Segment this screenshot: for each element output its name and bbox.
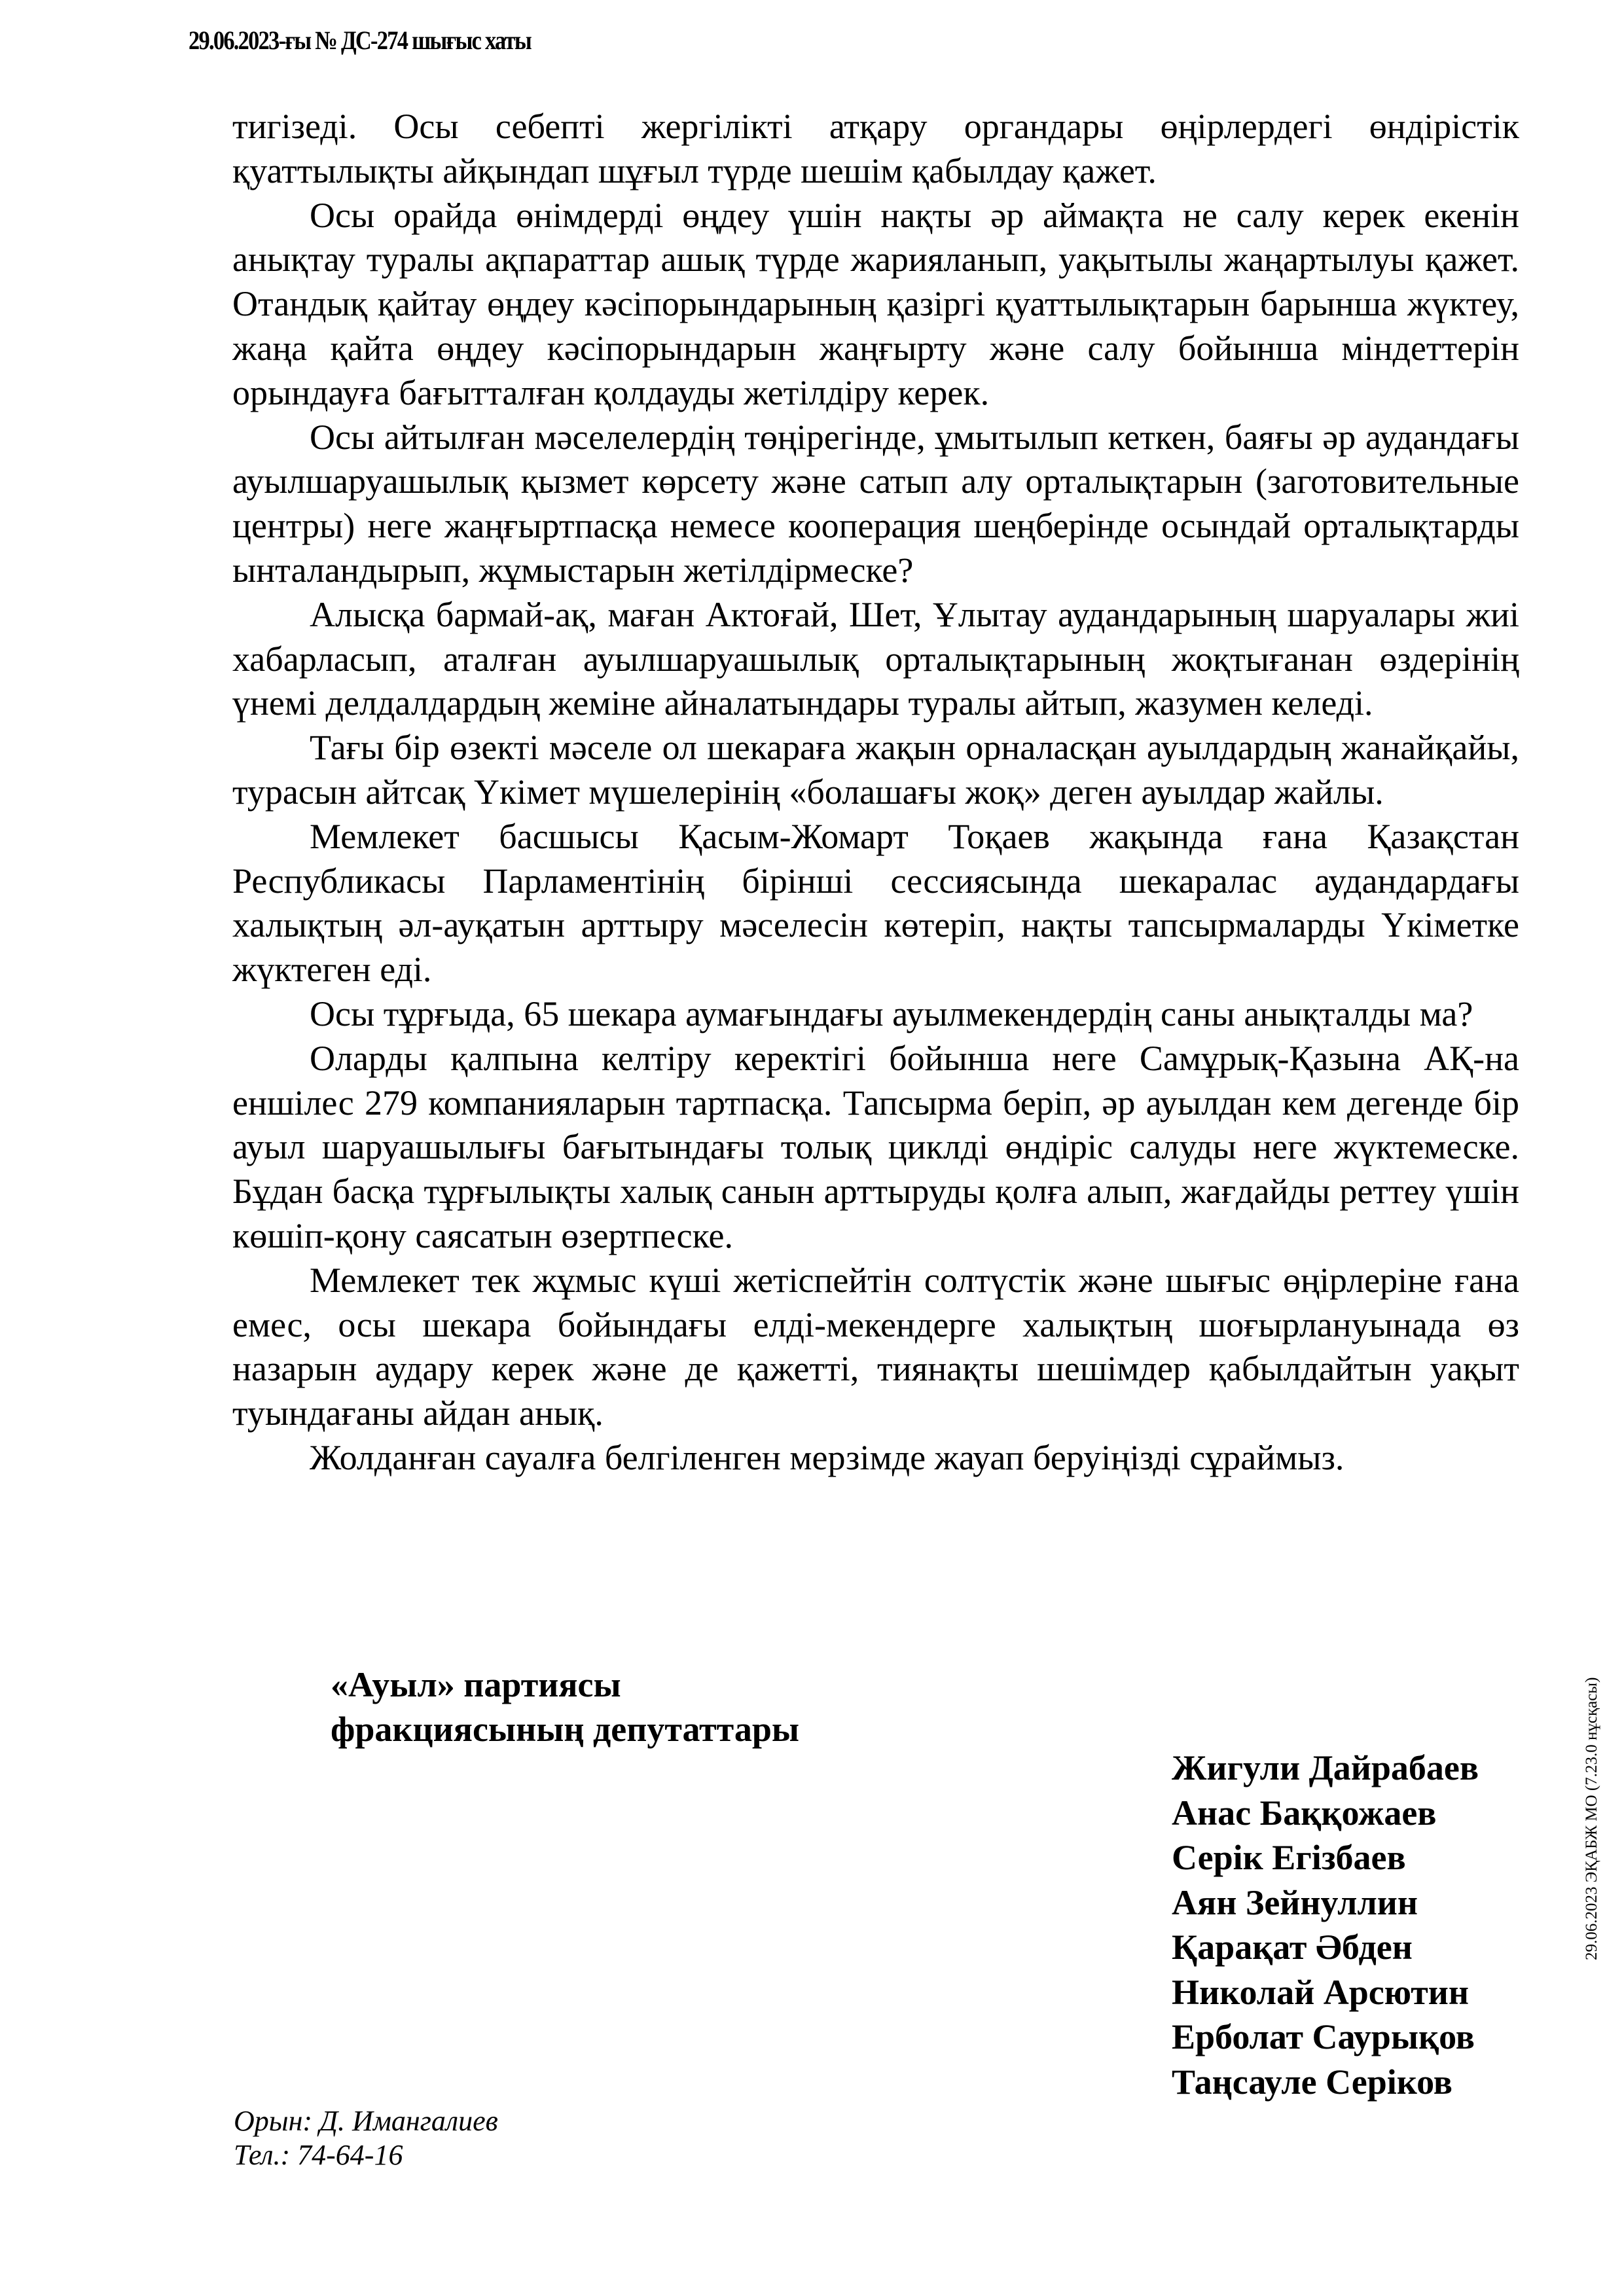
- executor-phone: Тел.: 74-64-16: [234, 2139, 403, 2171]
- body-paragraph: Мемлекет тек жұмыс күші жетіспейтін солтүстік және шығыс өңірлеріне ғана емес, осы шекара бойындағы елді-мекендерге халықтың шоғырлануынада өз назарын аудару керек және де қажетті, тиянақты шешімдер қабылдайтын уақыт туындағаны айдан анық.: [232, 1260, 1519, 1433]
- signatory-name: Ерболат Саурықов: [1172, 2017, 1475, 2056]
- side-system-stamp: [1579, 1607, 1605, 1960]
- body-paragraph: Оларды қалпына келтіру керектігі бойынша неге Самұрық-Қазына АҚ-на еншілес 279 компанияларын тартпасқа. Тапсырма беріп, әр ауылдан кем дегенде бір ауыл шаруашылығы бағытындағы толық циклді өндіріс салуды неге жүктемеске. Бұдан басқа тұрғылықты халық санын арттыруды қолға алып, жағдайды реттеу үшін көшіп-қону саясатын өзертпеске.: [232, 1038, 1519, 1255]
- body-paragraph: Мемлекет басшысы Қасым-Жомарт Тоқаев жақында ғана Қазақстан Республикасы Парламентінің бірінші сессиясында шекаралас аудандардағы халықтың әл-ауқатын арттыру мәселесін көтеріп, нақты тапсырмаларды Үкіметке жүктеген еді.: [232, 816, 1519, 990]
- letter-body: [232, 105, 1519, 1480]
- signatory-name: Николай Арсютин: [1172, 1972, 1470, 2012]
- body-paragraph: Осы орайда өнімдерді өңдеу үшін нақты әр аймақта не салу керек екенін анықтау туралы ақпараттар ашық түрде жарияланып, уақытылы жаңартылуы қажет. Отандық қайтау өңдеу кәсіпорындарының қазіргі қуаттылықтарын барынша жүктеу, жаңа қайта өңдеу кәсіпорындарын жаңғырту және салу бойынша міндеттерін орындауға бағытталған қолдауды жетілдіру керек.: [232, 195, 1519, 412]
- body-paragraph: Осы тұрғыда, 65 шекара аумағындағы ауылмекендердің саны анықталды ма?: [310, 994, 1473, 1033]
- signatory-name: Таңсауле Серіков: [1172, 2062, 1453, 2102]
- signatory-list: [1172, 1746, 1479, 2104]
- executor-info: [234, 2104, 498, 2172]
- side-system-stamp-text: 29.06.2023 ЭҚАБЖ МО (7.23.0 нұсқасы): [1583, 1677, 1600, 1960]
- document-registration-stamp: 29.06.2023-ғы № ДС-274 шығыс хаты: [189, 26, 531, 55]
- executor-name: Орын: Д. Имангалиев: [234, 2105, 498, 2137]
- body-paragraph: тигізеді. Осы себепті жергілікті атқару органдары өңірлердегі өндірістік қуаттылықты айқындап шұғыл түрде шешім қабылдау қажет.: [232, 107, 1519, 190]
- signoff-faction: [331, 1662, 799, 1751]
- body-paragraph: Осы айтылған мәселелердің төңірегінде, ұмытылып кеткен, баяғы әр аудандағы ауылшаруашылық қызмет көрсету және сатып алу орталықтарын (заготовительные центры) неге жаңғыртпасқа немесе кооперация шеңберінде осындай орталықтарды ынталандырып, жұмыстарын жетілдірмеске?: [232, 417, 1519, 590]
- signatory-name: Серік Егізбаев: [1172, 1838, 1406, 1877]
- signatory-name: Анас Баққожаев: [1172, 1793, 1437, 1833]
- body-paragraph-closing: Жолданған сауалға белгіленген мерзімде жауап беруіңізді сұраймыз.: [310, 1437, 1344, 1477]
- signoff-faction-line: фракциясының депутаттары: [331, 1710, 800, 1749]
- body-paragraph: Тағы бір өзекті мәселе ол шекараға жақын орналасқан ауылдардың жанайқайы, турасын айтсақ Үкімет мүшелерінің «болашағы жоқ» деген ауылдар жайлы.: [232, 728, 1519, 812]
- signatory-name: Аян Зейнуллин: [1172, 1882, 1418, 1922]
- body-paragraph: Алысқа бармай-ақ, маған Актоғай, Шет, Ұлытау аудандарының шаруалары жиі хабарласып, аталған ауылшаруашылық орталықтарының жоқтығанан өздерінің үнемі делдалдардың жеміне айналатындары туралы айтып, жазумен келеді.: [232, 594, 1519, 723]
- signatory-name: Қарақат Әбден: [1172, 1928, 1413, 1967]
- signatory-name: Жигули Дайрабаев: [1172, 1748, 1479, 1787]
- signoff-party-line: «Ауыл» партиясы: [331, 1665, 621, 1704]
